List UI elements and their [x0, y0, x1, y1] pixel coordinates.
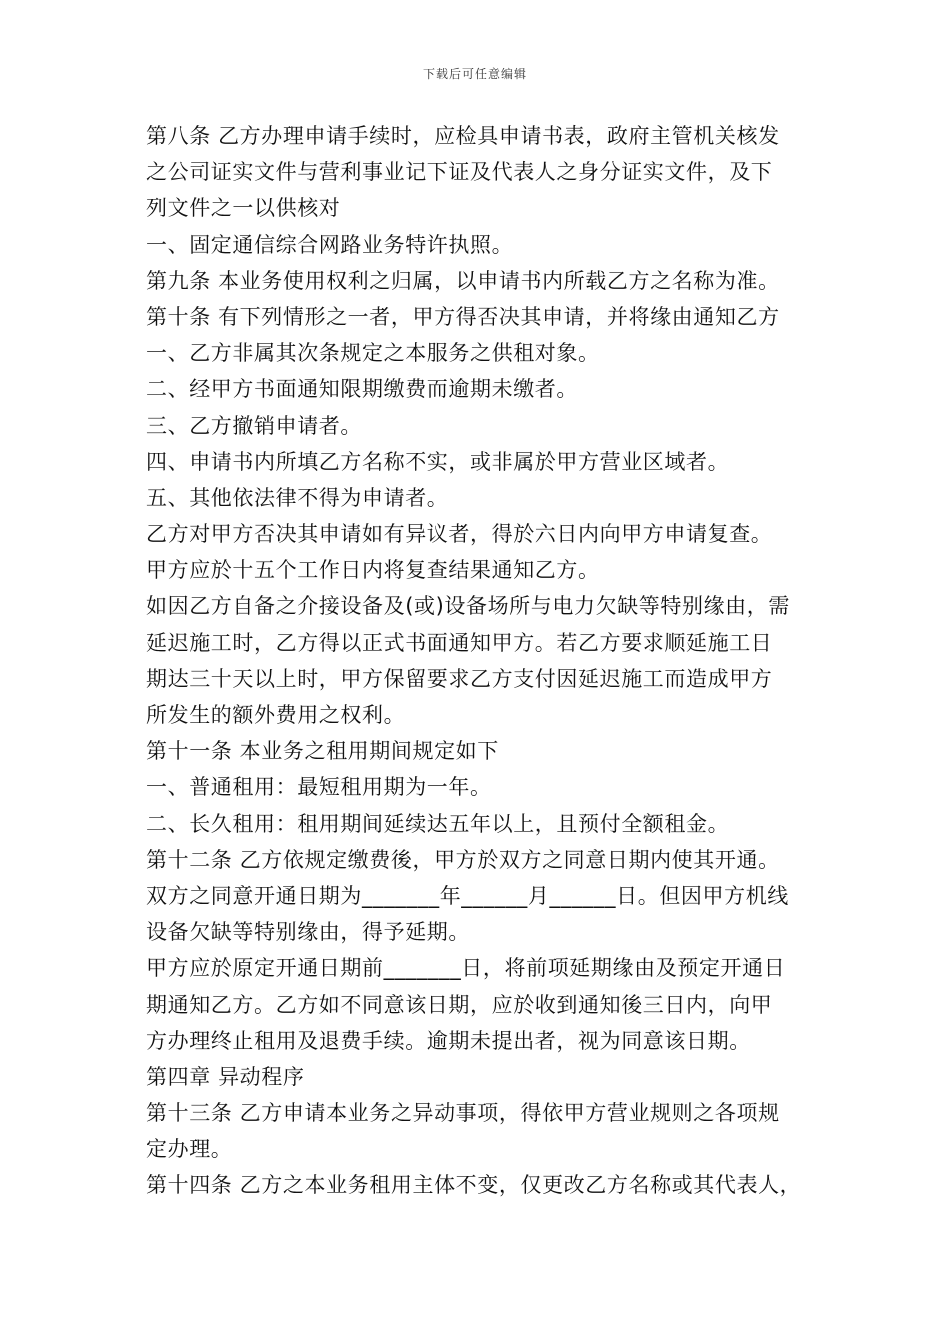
text-line: 五、其他依法律不得为申请者。 — [146, 485, 449, 510]
text-line: 第九条 本业务使用权利之归属，以申请书内所载乙方之名称为准。 — [146, 268, 780, 293]
text-line: 设备欠缺等特别缘由，得予延期。 — [146, 920, 470, 945]
text-line: 双方之同意开通日期为_______年______月______日。但因甲方机线 — [146, 883, 789, 908]
text-line: 甲方应於原定开通日期前_______日，将前项延期缘由及预定开通日 — [146, 956, 786, 981]
text-line: 四、申请书内所填乙方名称不实，或非属於甲方营业区域者。 — [146, 449, 730, 474]
text-line: 第十三条 乙方申请本业务之异动事项，得依甲方营业规则之各项规 — [146, 1101, 780, 1126]
text-line: 方办理终止租用及退费手续。逾期未提出者，视为同意该日期。 — [146, 1028, 751, 1053]
text-line: 所发生的额外费用之权利。 — [146, 703, 406, 727]
text-line: 第十四条 乙方之本业务租用主体不变，仅更改乙方名称或其代表人， — [146, 1173, 802, 1198]
text-line: 期通知乙方。乙方如不同意该日期，应於收到通知後三日内，向甲 — [146, 992, 773, 1017]
document-body — [146, 118, 826, 1204]
text-line: 三、乙方撤销申请者。 — [146, 413, 362, 438]
text-line: 一、乙方非属其次条规定之本服务之供租对象。 — [146, 341, 600, 366]
text-line: 列文件之一以供核对 — [146, 196, 341, 221]
page-header: 下载后可任意编辑 — [422, 67, 527, 81]
text-line: 期达三十天以上时，甲方保留要求乙方支付因延迟施工而造成甲方 — [146, 666, 773, 691]
text-line: 如因乙方自备之介接设备及(或)设备场所与电力欠缺等特别缘由，需 — [146, 594, 790, 619]
text-line: 第十一条 本业务之租用期间规定如下 — [146, 739, 499, 764]
text-line: 定办理。 — [146, 1137, 233, 1162]
text-line: 甲方应於十五个工作日内将复查结果通知乙方。 — [146, 558, 600, 583]
text-line: 二、经甲方书面通知限期缴费而逾期未缴者。 — [146, 377, 578, 402]
text-line: 之公司证实文件与营利事业记下证及代表人之身分证实文件，及下 — [146, 160, 773, 185]
text-line: 延迟施工时，乙方得以正式书面通知甲方。若乙方要求顺延施工日 — [146, 630, 773, 655]
text-line: 一、固定通信综合网路业务特许执照。 — [146, 232, 514, 257]
chapter-heading: 第四章 异动程序 — [146, 1064, 305, 1089]
text-line: 第十条 有下列情形之一者，甲方得否决其申请，并将缘由通知乙方 — [146, 304, 780, 329]
text-line: 一、普通租用：最短租用期为一年。 — [146, 775, 492, 800]
text-line: 第十二条 乙方依规定缴费後，甲方於双方之同意日期内使其开通。 — [146, 847, 780, 872]
text-line: 第八条 乙方办理申请手续时，应检具申请书表，政府主管机关核发 — [146, 124, 780, 148]
text-line: 乙方对甲方否决其申请如有异议者，得於六日内向甲方申请复查。 — [146, 522, 773, 547]
text-line: 二、长久租用：租用期间延续达五年以上，且预付全额租金。 — [146, 811, 730, 836]
